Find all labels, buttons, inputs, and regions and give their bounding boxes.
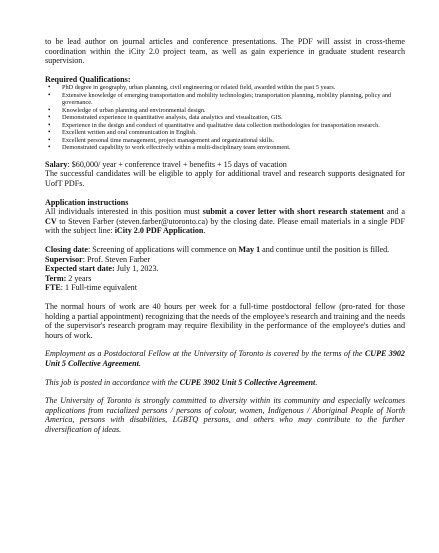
application-cv: CV <box>45 216 57 226</box>
qualifications-section <box>45 75 405 152</box>
closing-date-label: Closing date <box>45 245 88 255</box>
salary-line <box>45 160 405 170</box>
fte-line: FTE: 1 Full-time equivalent <box>45 283 137 293</box>
bullet-icon: • <box>48 128 51 137</box>
term-line: Term: 2 years <box>45 273 92 283</box>
bullet-icon: • <box>48 113 51 122</box>
application-requirement: submit a cover letter with short research statement <box>202 207 384 217</box>
cupe-agreement-name: CUPE 3902 Unit 5 Collective Agreement <box>45 349 405 368</box>
qualification-item: • Demonstrated capability to work effectively within a multi-disciplinary team environment. <box>48 143 291 152</box>
qualification-item: • Excellent personal time management, project management and organizational skills. <box>48 135 275 144</box>
closing-date-line: Closing date: Screening of applications will commence on May 1 and continue until the position is filled. <box>45 245 390 255</box>
bullet-icon: • <box>48 105 51 114</box>
intro-paragraph: to be lead author on journal articles and conference presentations. The PDF will assist in cross-theme coordination within the iCity 2.0 project team, as well as gain experience in graduate student research supervision. <box>45 37 405 66</box>
start-date-line: Expected start date: July 1, 2023. <box>45 264 159 274</box>
salary-label: Salary <box>45 159 68 169</box>
application-section <box>45 198 405 236</box>
bullet-icon: • <box>48 90 51 99</box>
cupe-paragraph: Employment as a Postdoctoral Fellow at the University of Toronto is covered by the terms of the CUPE 3902 Unit 5 Collective Agreement. <box>45 349 405 368</box>
qualification-item: • PhD degree in geography, urban planning, civil engineering or related field, awarded within the past 5 years. <box>48 83 336 92</box>
qualification-item: • Excellent written and oral communication in English. <box>48 128 197 137</box>
diversity-paragraph: The University of Toronto is strongly committed to diversity within its community and especially welcomes applications from racialized persons / persons of colour, women, Indigenous / Aboriginal People of North America, persons with disabilities, LGBTQ persons, and others who may contribute to the further diversification of ideas. <box>45 396 405 434</box>
posted-paragraph: This job is posted in accordance with the CUPE 3902 Unit 5 Collective Agreement. <box>45 377 318 387</box>
application-subject-line: iCity 2.0 PDF Application <box>114 226 204 236</box>
qualifications-list <box>45 84 405 152</box>
salary-section <box>45 160 405 189</box>
bullet-icon: • <box>48 83 51 92</box>
salary-value: : $60,000/ year + conference travel + benefits + 15 days of vacation <box>67 159 287 169</box>
application-text: All individuals interested in this position must submit a cover letter with short research statement and a CV to Steven Farber (steven.farber@utoronto.ca) by the closing date. Please email materials in a single PDF with the subject line: iCity 2.0 PDF Application. <box>45 207 405 236</box>
closing-date-value: May 1 <box>238 245 261 255</box>
job-posting-document <box>45 37 405 435</box>
closing-section <box>45 245 405 293</box>
posted-agreement-name: CUPE 3902 Unit 5 Collective Agreement <box>179 377 316 387</box>
qualification-item: • Experience in the design and conduct of quantitative and qualitative data collection methodologies for transportation research. <box>48 120 380 129</box>
hours-paragraph: The normal hours of work are 40 hours per week for a full-time postdoctoral fellow (pro-rated for those holding a partial appointment) recognizing that the needs of the employee's research and training and the needs of the supervisor's research program may require flexibility in the performance of the employee's duties and hours of work. <box>45 302 405 340</box>
bullet-icon: • <box>48 120 51 129</box>
qualification-item: • Knowledge of urban planning and environmental design. <box>48 105 206 114</box>
supervisor-line: Supervisor: Prof. Steven Farber <box>45 254 151 264</box>
salary-note: The successful candidates will be eligible to apply for additional travel and research supports designated for UofT PDFs. <box>45 169 405 189</box>
bullet-icon: • <box>48 143 51 152</box>
qualifications-heading: Required Qualifications: <box>45 74 131 84</box>
bullet-icon: • <box>48 135 51 144</box>
qualification-item: • Demonstrated experience in quantitative analysis, data analytics and visualization, GIS. <box>48 113 283 122</box>
application-heading: Application instructions <box>45 197 129 207</box>
qualification-item: • Extensive knowledge of emerging transportation and mobility technologies; transportation planning, mobility planning, policy and governance. <box>48 90 392 107</box>
